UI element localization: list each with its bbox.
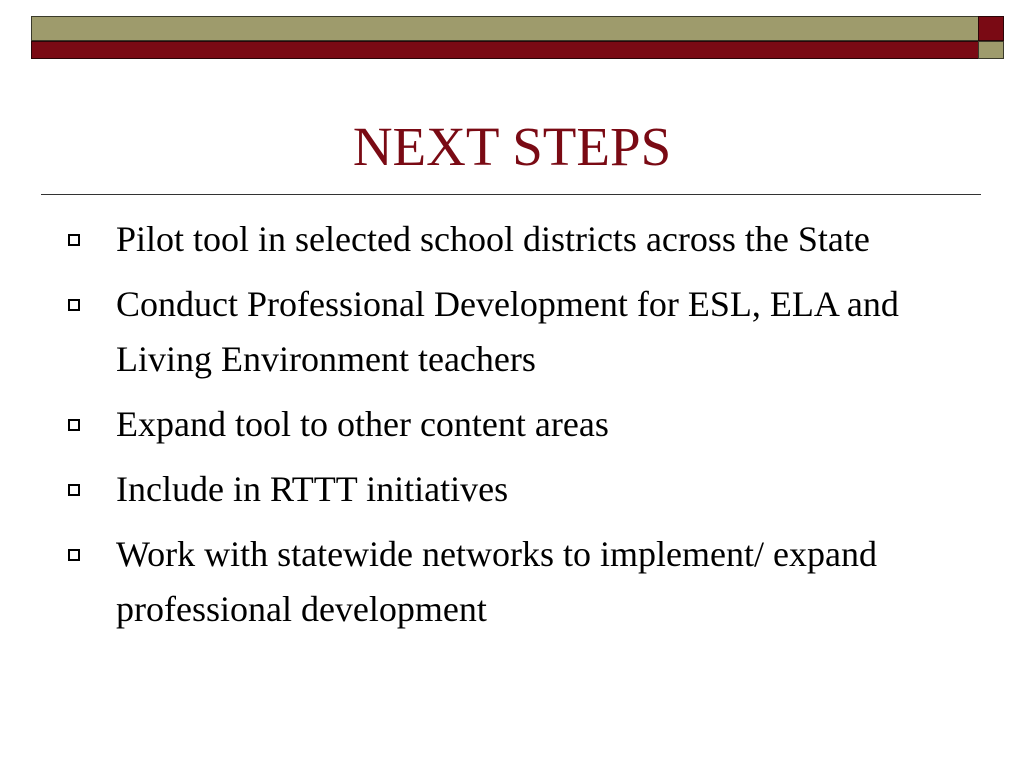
bullet-text: Work with statewide networks to implement/ expand professional development — [116, 534, 877, 629]
bullet-text: Expand tool to other content areas — [116, 404, 609, 444]
hollow-square-bullet-icon — [68, 299, 80, 311]
bullet-item — [60, 397, 960, 452]
header-corner-olive-square — [978, 41, 1004, 59]
bullet-text: Pilot tool in selected school districts across the State — [116, 219, 870, 259]
header-maroon-bar — [31, 41, 979, 59]
hollow-square-bullet-icon — [68, 549, 80, 561]
bullet-text: Include in RTTT initiatives — [116, 469, 509, 509]
bullet-item — [60, 212, 960, 267]
bullet-item — [60, 277, 960, 387]
slide-title: NEXT STEPS — [352, 116, 672, 177]
hollow-square-bullet-icon — [68, 484, 80, 496]
hollow-square-bullet-icon — [68, 234, 80, 246]
bullet-item — [60, 462, 960, 517]
title-divider — [41, 194, 981, 195]
bullet-item — [60, 527, 960, 637]
hollow-square-bullet-icon — [68, 419, 80, 431]
header-corner-maroon-square — [978, 16, 1004, 41]
bullet-text: Conduct Professional Development for ESL, ELA and Living Environment teachers — [116, 284, 899, 379]
bullet-list — [60, 212, 960, 647]
header-olive-bar — [31, 16, 979, 41]
